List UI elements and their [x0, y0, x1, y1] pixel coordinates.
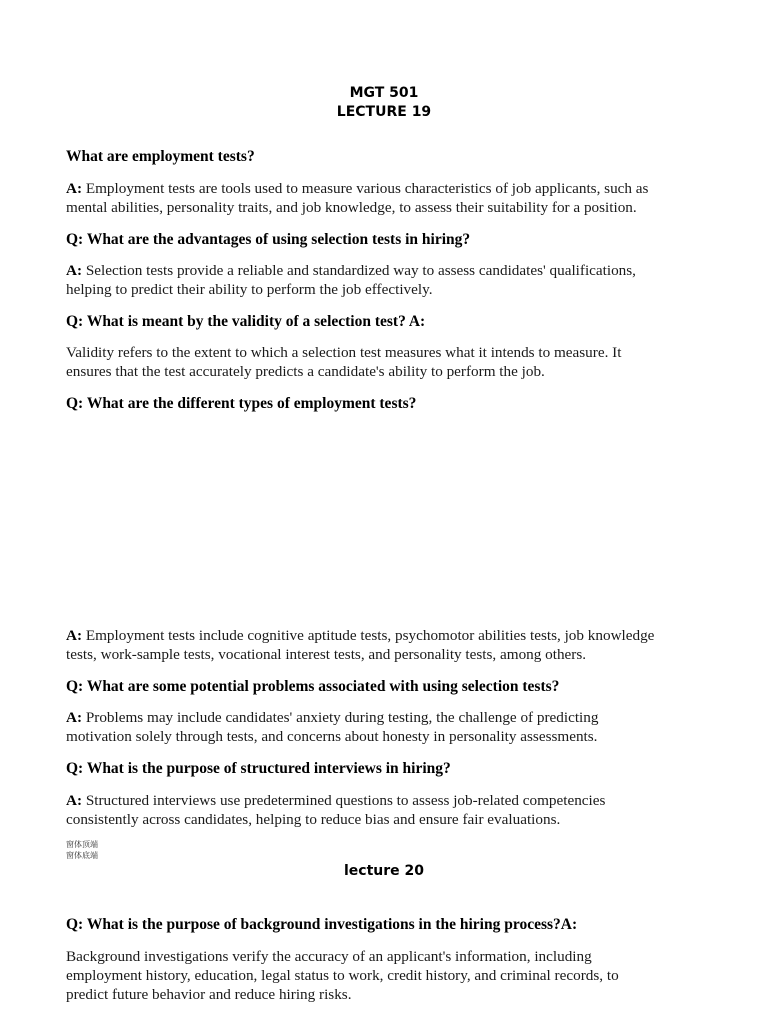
answer-label: A: [66, 792, 83, 809]
answer-line: Validity refers to the extent to which a selection test measures what it intends to measure. It [66, 344, 622, 361]
question-advantages-selection-tests: Q: What are the advantages of using selection tests in hiring? [66, 231, 471, 248]
answer-employment-tests [66, 179, 716, 217]
answer-potential-problems [66, 708, 716, 746]
answer-line: ensures that the test accurately predicts a candidate's ability to perform the job. [66, 363, 545, 380]
answer-line: Structured interviews use predetermined questions to assess job-related competencies [85, 792, 606, 809]
form-bottom-marker: 窗体底端 [66, 851, 98, 860]
lecture-20-heading: lecture 20 [343, 863, 424, 879]
answer-line: consistently across candidates, helping to reduce bias and ensure fair evaluations. [66, 811, 561, 828]
answer-label: A: [66, 627, 83, 644]
answer-line: Employment tests are tools used to measure various characteristics of job applicants, such as [85, 180, 649, 197]
course-title: MGT 501 [349, 85, 419, 101]
form-top-marker: 窗体顶端 [66, 840, 98, 849]
answer-line: motivation solely through tests, and concerns about honesty in personality assessments. [66, 728, 598, 745]
answer-line: Selection tests provide a reliable and standardized way to assess candidates' qualifications, [85, 262, 636, 279]
answer-types-of-tests [66, 626, 716, 664]
answer-advantages-selection-tests [66, 261, 716, 299]
question-structured-interviews: Q: What is the purpose of structured interviews in hiring? [66, 760, 451, 777]
answer-line: tests, work-sample tests, vocational interest tests, and personality tests, among others. [66, 646, 587, 663]
question-validity: Q: What is meant by the validity of a selection test? A: [66, 313, 426, 330]
answer-background-investigations [66, 947, 716, 1004]
answer-line: predict future behavior and reduce hiring risks. [66, 986, 352, 1003]
answer-line: helping to predict their ability to perform the job effectively. [66, 281, 433, 298]
answer-line: Problems may include candidates' anxiety during testing, the challenge of predicting [85, 709, 599, 726]
lecture-19-heading: LECTURE 19 [336, 104, 432, 120]
answer-line: Employment tests include cognitive aptitude tests, psychomotor abilities tests, job knowledge [85, 627, 655, 644]
question-background-investigations: Q: What is the purpose of background investigations in the hiring process?A: [66, 916, 578, 933]
answer-structured-interviews [66, 791, 716, 829]
answer-validity [66, 343, 716, 381]
answer-label: A: [66, 262, 83, 279]
answer-label: A: [66, 180, 83, 197]
question-types-of-tests: Q: What are the different types of employment tests? [66, 395, 417, 412]
answer-line: employment history, education, legal status to work, credit history, and criminal records, to [66, 967, 619, 984]
answer-line: mental abilities, personality traits, and job knowledge, to assess their suitability for a position. [66, 199, 637, 216]
question-employment-tests: What are employment tests? [66, 148, 255, 165]
question-potential-problems: Q: What are some potential problems associated with using selection tests? [66, 678, 560, 695]
answer-label: A: [66, 709, 83, 726]
answer-line: Background investigations verify the accuracy of an applicant's information, including [66, 948, 592, 965]
